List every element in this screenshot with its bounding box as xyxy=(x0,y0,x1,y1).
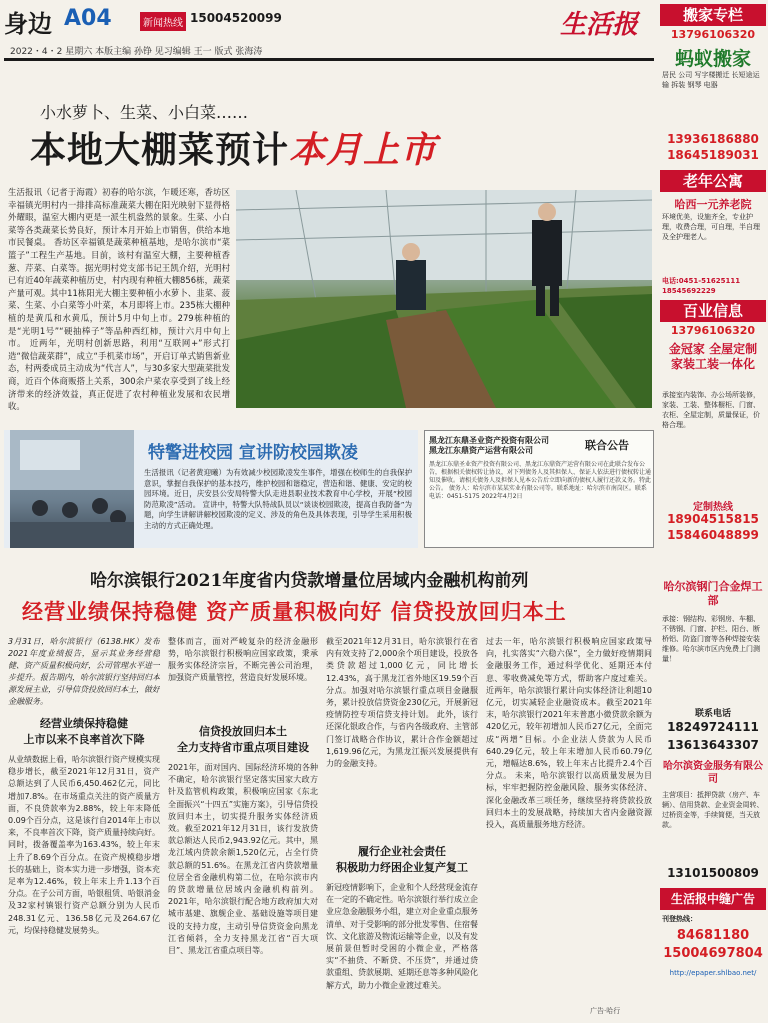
ad-move-phone-1: 13936186880 xyxy=(667,132,759,146)
ad-steel-label: 联系电话 xyxy=(694,709,731,719)
bank-col-3: 截至2021年12月31日，哈尔滨银行在省内有效支持了2,000余个项目建设，投放各类贷款超过1,000亿元，同比增长12.43%，高于黑龙江省外地区19.59个百分点。加强对哈尔滨银行重点项目金融服务，累计投放信贷资金230亿元，开展新冠疫情防控专项信贷支持计划。 此外，该行还深化银政合作，与省内各级政府、主管部门签订战略合作协议，累计合作金额超过1,619.96亿元，为黑龙江振兴发展提供有力的金融支持。 xyxy=(326,637,478,769)
bank-col-4: 过去一年，哈尔滨银行积极响应国家政策导向，扎实落实“六稳六保”，全力做好疫情期间金融服务工作，通过科学优化、延期还本付息、零收费减免等方式，帮助客户度过难关。近两年，哈尔滨银行累计向实体经济让利超10亿元，切实减轻企业融资成本。截至2021年末，哈尔滨银行2021年末普惠小微贷款余额为420亿元，较年初增加人民币27亿元，全面完成“两增”目标。小企业法人贷款为人民币640.29亿元，较上年末增加人民币60.79亿元，增幅达8.6%，较上年末占比提升2.4个百分点。 未来，哈尔滨银行以高质量发展为目标，牢牢把握防控金融风险、服务实体经济、深化金融改革三项任务，继续坚持将贷款投放回归本土的发展战略，持续加大省内金融资源投入，高质量服务地方经济。 xyxy=(486,637,652,830)
ad-move-text: 居民 公司 写字楼搬迁 长短途运输 拆装 钢琴 电器 xyxy=(662,71,760,89)
ad-elder-phone: 电话:0451-51625111 18545692229 xyxy=(662,277,741,295)
masthead-rule xyxy=(4,58,654,61)
ad-jinguan-text: 承接室内装饰、办公场所装修，家装、工装、整体橱柜、门窗、衣柜、全屋定制，质量保证，价格合理。 xyxy=(662,391,760,429)
campus-photo xyxy=(10,430,134,548)
ad-shenghuo-web[interactable]: http://epaper.shlbao.net/ xyxy=(669,969,757,977)
greenhouse-photo xyxy=(236,190,652,408)
bank-sub-3: 履行企业社会责任 积极助力纾困企业复产复工 xyxy=(336,845,468,874)
hotline-label: 新闻热线 xyxy=(140,12,186,31)
newspaper-logo: 生活报 xyxy=(560,10,639,40)
lead-headline-red: 本月上市 xyxy=(289,129,438,171)
bank-sub-1: 经营业绩保持稳健 上市以来不良率首次下降 xyxy=(23,717,145,746)
lead-headline-black: 本地大棚菜预计 xyxy=(30,129,290,171)
classroom-image xyxy=(10,430,134,548)
lead-headline xyxy=(30,122,437,173)
notice-company-2: 黑龙江东鼎资产运营有限公司 xyxy=(429,446,533,455)
lead-body: 生活报讯（记者于海霞）初春的哈尔滨，乍暖还寒，香坊区幸福镇光明村内一排排高标准蔬菜大棚在阳光映射下显得格外耀眼，温室大棚内更是一派生机盎然的景象。生菜、小白菜等各类蔬菜长势良好，预计本月开始上市销售，供给本地市民餐桌。 香坊区幸福镇是蔬菜种植基地，是哈尔滨市“菜篮子”工程生产基地。目前，该村有温室大棚，主要种植香葱、芹菜、白菜等。据光明村党支部书记王凯介绍，光明村已有近40年蔬菜种植历史，村内现有种植大棚856栋，蔬菜产量可观。其中11栋阳光大棚主要种植小水萝卜、韭菜、菠菜、生菜、小白菜等小叶菜，本月即将上市。235栋大棚种植的是黄瓜和水黄瓜，预计5月中旬上市。279栋种植的是“光明1号”“硬抽棒子”等品种西红柿，预计六月中旬上市。 近两年，光明村创新思路，利用“互联网+”形式打造“微信蔬菜群”，成立“手机菜市场”，开启订单式销售新业态，村两委成员主动成为“代言人”，与30多家大型蔬菜批发商，近百个体商贩搭上关系，300余户菜农享受到了线上经济带来的经济效益，真正促进了农村种植业发展和农民增收。 xyxy=(8,187,230,412)
notice-company-1: 黑龙江东鼎圣业资产投资有限公司 xyxy=(429,436,549,445)
ad-shenghuo-phone-1: 84681180 xyxy=(676,928,750,943)
ad-finance-phone: 13101500809 xyxy=(667,866,759,880)
ad-jinguan-label: 定制热线 xyxy=(693,502,733,513)
section-name: 身边 xyxy=(4,9,52,38)
bank-col-1: 从业绩数据上看，哈尔滨银行资产规模实现稳步增长，截至2021年12月31日，资产总额达到了人民币6,450.462亿元，同比增加7.8%。在市场重点关注的资产质量方面，不良贷款率为2.88%，较上年末降低0.09个百分点，这是该行自2014年上市以来，不良率首次下降，资产质量持续向好。同时，拨备覆盖率为163.43%，较上年末上升了8.69个百分点。在资产规模稳步增长的基础上，资本实力进一步增强，资本充足率为12.46%，较上年末上升1.13个百分点。在子公司方面，哈银租赁、哈银消金及32家村镇银行资产总额分别为人民币248.31亿元、136.58亿元及264.67亿元，均保持稳健发展势头。 xyxy=(8,755,160,935)
campus-title: 特警进校园 宣讲防校园欺凌 xyxy=(148,443,358,463)
ad-shenghuo-phone-2: 15004697804 xyxy=(663,946,763,961)
greenhouse-image xyxy=(236,190,652,408)
ad-business-bar: 百业信息 xyxy=(660,300,766,322)
ad-steel-phone-1: 18249724111 xyxy=(667,720,759,734)
ad-steel-text: 承接：钢结构、彩钢房、车棚、不锈钢、门窗、护栏、阳台、断桥铝、防盗门窗等各种焊接安装维修。哈尔滨市区内免费上门测量！ xyxy=(662,615,760,663)
ad-finance-text: 主营项目：抵押贷款（房产、车辆）、信用贷款、企业资金周转、过桥资金等，手续简便，当天放款。 xyxy=(662,791,764,829)
ad-jinguan-phone-2: 15846048899 xyxy=(667,528,759,542)
page-number: A04 xyxy=(64,6,112,31)
campus-story xyxy=(4,430,418,548)
ad-finance-title: 哈尔滨资金服务有限公司 xyxy=(663,761,763,785)
ad-move-tel: 13796106320 xyxy=(670,28,756,41)
ad-shenghuo-label: 刊登热线： xyxy=(662,915,697,923)
ad-move-phone-2: 18645189031 xyxy=(667,148,759,162)
masthead xyxy=(4,4,654,64)
joint-notice xyxy=(424,430,654,548)
notice-heading: 联合公告 xyxy=(585,439,629,452)
bank-subheadline: 经营业绩保持稳健 资产质量积极向好 信贷投放回归本土 xyxy=(22,599,567,624)
ad-shenghuo-bar: 生活报中缝广告 xyxy=(660,888,766,910)
bank-sub-2: 信贷投放回归本土 全力支持省市重点项目建设 xyxy=(177,725,309,754)
lead-kicker: 小水萝卜、生菜、小白菜…… xyxy=(40,103,249,122)
notice-body: 黑龙江东鼎圣业资产投资有限公司、黑龙江东鼎资产运营有限公司在此联合发布公告，根据相关债权转让协议，对下列债务人及其担保人、保证人依法进行债权转让通知及催收。请相关债务人及担保人见本公告后立即向新的债权人履行还款义务。特此公告。 债务人：哈尔滨市某某实业有限公司等。联系地址：哈尔滨市南岗区。联系电话：0451-5175 2022年4月2日 xyxy=(429,461,652,500)
ad-steel-title: 哈尔滨钢门合金焊工部 xyxy=(663,580,763,607)
ad-elder-name: 哈西一元养老院 xyxy=(674,198,752,211)
ad-credit: 广告·哈行 xyxy=(590,1007,621,1015)
ad-business-tel: 13796106320 xyxy=(670,324,756,337)
ad-jinguan-title: 金冠家 全屋定制 家装工装一体化 xyxy=(668,342,758,371)
hotline-number: 15004520099 xyxy=(190,11,282,25)
bank-col-2b: 2021年，面对国内、国际经济环境的各种不确定，哈尔滨银行坚定落实国家大政方针及监管机构政策，积极响应国家《东北全面振兴“十四五”实施方案》，引导信贷投放回归本土，切实提升服务实体经济质效。截至2021年12月31日，该行发放贷款总额达人民币2,943.92亿元。其中，黑龙江域内贷款余额1,520亿元，占全行贷款总额的51.6%。在黑龙江省内贷款增量位居全省金融机构第二位，在哈尔滨市内的贷款增量位居域内金融机构前列。 2021年，哈尔滨银行配合地方政府加大对城市基建、旗舰企业、基础设施等项目建设的支持力度，主动引导信贷资金向黑龙江省倾斜，全力支持黑龙江省“百大项目”、黑龙江省重点项目等。 xyxy=(168,763,318,956)
ad-move-bar: 搬家专栏 xyxy=(660,4,766,26)
ad-elder-bar: 老年公寓 xyxy=(660,170,766,192)
ad-elder-text: 环境优美，设施齐全，专业护理，收费合理，可自理，半自理及全护理老人。 xyxy=(662,213,760,241)
issue-meta: 2022・4・2 星期六 本版主编 孙铮 见习编辑 王一 版式 张海涛 xyxy=(10,47,263,57)
bank-col-3b: 新冠疫情影响下，企业和个人经营现金流存在一定的不确定性。哈尔滨银行举行成立企业应急金融服务小组，建立对企业重点服务清单、对于受影响的部分批发零售、住宿餐饮、文化旅游及物流运输等企业，以及有发展前景但暂时受困的小微企业，严格落实“不抽贷、不断贷、不压贷”，并通过贷款重组、贷款展期、延期还息等多种风险化解方式，助力小微企业渡过难关。 xyxy=(326,883,478,990)
bank-headline: 哈尔滨银行2021年度省内贷款增量位居域内金融机构前列 xyxy=(90,571,529,591)
ad-steel-phone-2: 13613643307 xyxy=(667,738,759,752)
bank-intro: 3月31日，哈尔滨银行（6138.HK）发布2021年度业绩报告，显示其业务经营稳健、资产质量积极向好，公司管理水平进一步提升。报告期内，哈尔滨银行坚持回归本源发展主业，引导信贷投放回归本土，做好金融服务。 xyxy=(8,637,160,706)
campus-body: 生活报讯（记者黄迎曦）为有效减少校园欺凌发生事件，增强在校师生的自我保护意识，掌握自我保护的基本技巧，维护校园和谐稳定，营造和谐、健康、安定的校园环境。近日，庆安县公安局特警大队走进县职业技术教育中心学校，开展“校园防范欺凌”活动。 宣讲中，特警大队特战队员以“谈谈校园欺凌，提高自我防备”为题，向学生讲解讲解校园欺凌的定义、涉及的角色及具体表现，引导学生采用积极主动的方式正确处理。 xyxy=(144,468,412,530)
ad-jinguan-phone-1: 18904515815 xyxy=(667,512,759,526)
bank-col-2: 整体而言，面对严峻复杂的经济金融形势，哈尔滨银行积极响应国家政策，秉承服务实体经济宗旨，不断完善公司治理，加强资产质量管控，营造良好发展环境。 xyxy=(168,637,318,682)
ad-column xyxy=(660,0,766,1023)
ad-move-name: 蚂蚁搬家 xyxy=(674,48,751,70)
